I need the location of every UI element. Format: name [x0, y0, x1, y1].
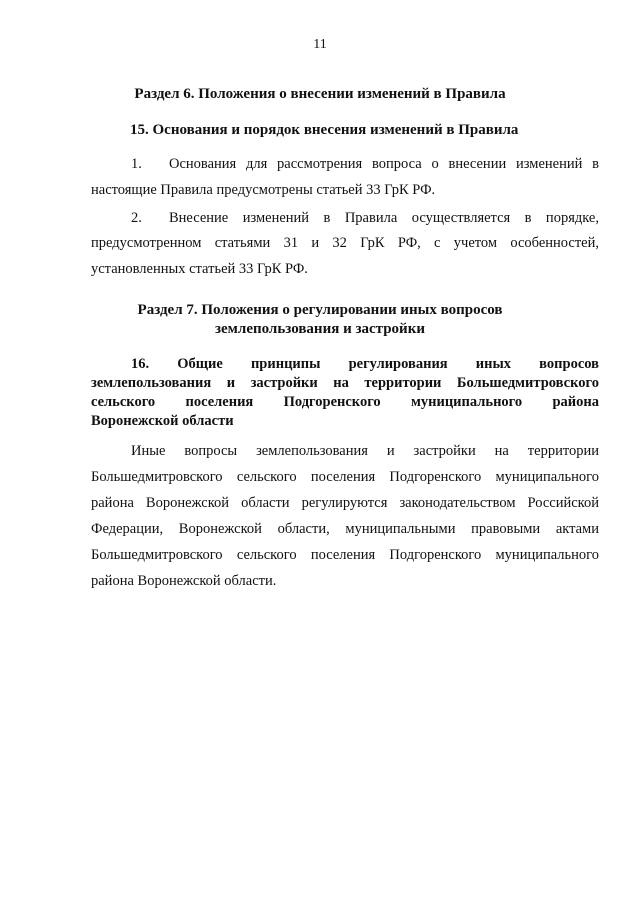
- article-16-title-line-4: Воронежской области: [91, 413, 234, 429]
- item-2-number: 2.: [131, 210, 142, 226]
- section-6-title: Раздел 6. Положения о внесении изменений в Правила: [134, 86, 506, 102]
- article-16-body-line-1: Иные вопросы землепользования и застройки на территории: [131, 443, 599, 459]
- article-15-item-2-line-2: предусмотренном статьями 31 и 32 ГрК РФ, с учетом особенностей,: [91, 235, 599, 251]
- article-16-body-line-2: Большедмитровского сельского поселения Подгоренского муниципального: [91, 469, 599, 485]
- section-7-title-line-2: землепользования и застройки: [215, 321, 425, 337]
- section-7-title-line-1: Раздел 7. Положения о регулировании иных вопросов: [137, 302, 503, 318]
- article-15-item-2-line-3: установленных статьей 33 ГрК РФ.: [91, 261, 308, 277]
- page-number: 11: [313, 37, 327, 52]
- article-16-body-line-5: Большедмитровского сельского поселения Подгоренского муниципального: [91, 547, 599, 563]
- article-16-body-line-4: Федерации, Воронежской области, муниципальными правовыми актами: [91, 521, 599, 537]
- article-15-title: 15. Основания и порядок внесения изменений в Правила: [130, 122, 519, 138]
- item-1-text: Основания для рассмотрения вопроса о внесении изменений в: [169, 156, 599, 172]
- article-15-item-1-line-2: настоящие Правила предусмотрены статьей 33 ГрК РФ.: [91, 182, 436, 198]
- article-16-title-line-2: землепользования и застройки на территории Большедмитровского: [91, 375, 599, 391]
- article-16-body-line-3: района Воронежской области регулируются законодательством Российской: [91, 495, 599, 511]
- item-1-number: 1.: [131, 156, 142, 172]
- article-15-item-2-line-1: [131, 208, 599, 228]
- article-16-body-line-6: района Воронежской области.: [91, 573, 277, 589]
- article-15-item-1-line-1: [131, 154, 599, 174]
- item-2-text: Внесение изменений в Правила осуществляется в порядке,: [169, 210, 599, 226]
- article-16-title-line-1: 16. Общие принципы регулирования иных вопросов: [131, 356, 599, 372]
- article-16-title-line-3: сельского поселения Подгоренского муниципального района: [91, 394, 599, 410]
